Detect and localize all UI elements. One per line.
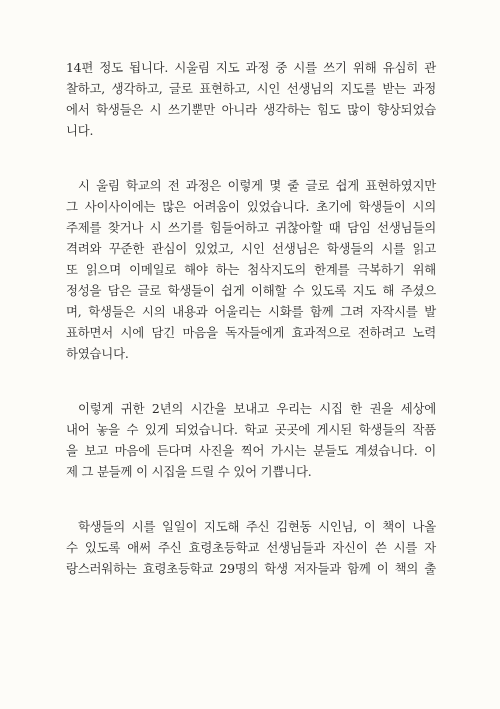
text-line: 그 사이사이에는 많은 어려움이 있었습니다. 초기에 학생들이 시의 (66, 199, 436, 214)
text-line: 내어 놓을 수 있게 되었습니다. 학교 곳곳에 게시된 학생들의 작품 (66, 422, 436, 437)
paragraph-4 (66, 516, 436, 579)
paragraph-2 (66, 175, 436, 364)
text-line: 시 울림 학교의 전 과정은 이렇게 몇 줄 글로 쉽게 표현하였지만 (78, 178, 436, 193)
text-line: 또 읽으며 이메일로 해야 하는 첨삭지도의 한계를 극복하기 위해 (66, 262, 436, 277)
text-line: 주제를 찾거나 시 쓰기를 힘들어하고 귀찮아할 때 담임 선생님들의 (66, 220, 436, 235)
text-line: 에서 학생들은 시 쓰기뿐만 아니라 생각하는 힘도 많이 향상되었습 (66, 102, 436, 117)
text-line: 니다. (66, 123, 94, 138)
document-page (66, 57, 436, 613)
text-line: 을 보고 마음에 든다며 사진을 찍어 가시는 분들도 계셨습니다. 이 (66, 443, 436, 458)
text-line: 랑스러워하는 효령초등학교 29명의 학생 저자들과 함께 이 책의 출 (66, 561, 436, 576)
text-line: 하였습니다. (66, 346, 129, 361)
text-line: 정성을 담은 글로 학생들이 쉽게 이해할 수 있도록 지도 해 주셨으 (66, 283, 436, 298)
paragraph-3 (66, 398, 436, 482)
text-line: 며, 학생들은 시의 내용과 어울리는 시화를 함께 그려 자작시를 발 (66, 304, 436, 319)
text-line: 이렇게 귀한 2년의 시간을 보내고 우리는 시집 한 권을 세상에 (78, 401, 436, 416)
text-line: 수 있도록 애써 주신 효령초등학교 선생님들과 자신이 쓴 시를 자 (66, 540, 436, 555)
text-line: 14편 정도 됩니다. 시울림 지도 과정 중 시를 쓰기 위해 유심히 관 (66, 60, 436, 75)
text-line: 격려와 꾸준한 관심이 있었고, 시인 선생님은 학생들의 시를 읽고 (66, 241, 436, 256)
text-line: 찰하고, 생각하고, 글로 표현하고, 시인 선생님의 지도를 받는 과정 (66, 81, 436, 96)
paragraph-1 (66, 57, 436, 141)
text-line: 표하면서 시에 담긴 마음을 독자들에게 효과적으로 전하려고 노력 (66, 325, 436, 340)
text-line: 제 그 분들께 이 시집을 드릴 수 있어 기쁩니다. (66, 464, 312, 479)
text-line: 학생들의 시를 일일이 지도해 주신 김현동 시인님, 이 책이 나올 (78, 519, 436, 534)
